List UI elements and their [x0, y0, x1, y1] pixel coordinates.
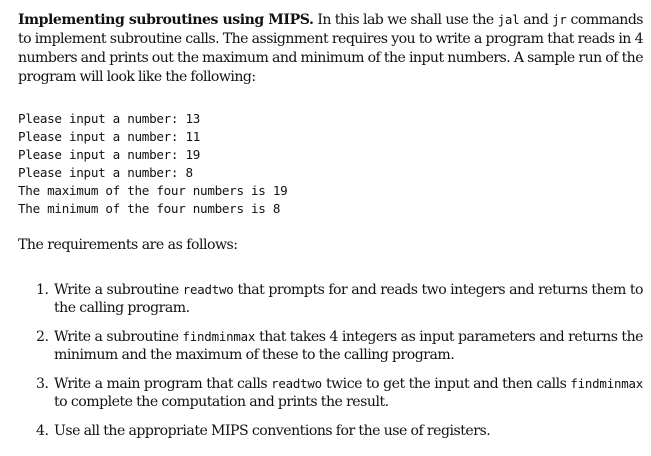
code-readtwo: readtwo — [182, 282, 234, 297]
item-text: Write a main program that calls — [54, 376, 272, 392]
requirements-intro: The requirements are as follows: — [18, 237, 238, 253]
section-title: Implementing subroutines using MIPS. — [18, 12, 314, 28]
sample-line: The minimum of the four numbers is 8 — [18, 201, 281, 216]
sample-line: Please input a number: 8 — [18, 165, 193, 180]
requirement-item — [18, 422, 643, 440]
intro-paragraph — [18, 10, 643, 87]
item-number: 4. — [36, 423, 49, 439]
sample-line: Please input a number: 13 — [18, 111, 201, 126]
item-number: 3. — [36, 376, 49, 392]
code-jr: jr — [552, 12, 567, 27]
item-text: to complete the computation and prints the result. — [54, 394, 389, 410]
code-findminmax: findminmax — [182, 329, 256, 344]
intro-text-1: In this lab we shall use the — [313, 12, 498, 28]
code-findminmax: findminmax — [570, 376, 643, 391]
code-jal: jal — [497, 12, 520, 27]
code-readtwo: readtwo — [271, 376, 322, 391]
requirement-item — [18, 375, 643, 411]
intro-text-3: commands to implement subroutine calls. The assignment requires you to write a program that reads in 4 numbers and prints out the maximum and minimum of the input numbers. A sample run of the program will look like the following: — [18, 12, 643, 85]
item-text: that takes 4 integers as input parameters and returns the minimum and the maximum of these to the calling program. — [54, 329, 644, 363]
item-number: 1. — [36, 282, 49, 298]
item-text: Write a subroutine — [54, 329, 183, 345]
item-text: Write a subroutine — [54, 282, 183, 298]
requirements-list — [18, 281, 643, 440]
requirement-item — [18, 281, 643, 317]
sample-line: Please input a number: 11 — [18, 129, 201, 144]
item-text: Use all the appropriate MIPS conventions for the use of registers. — [54, 423, 491, 439]
document-page — [18, 10, 643, 451]
intro-text-2: and — [519, 12, 553, 28]
requirement-item — [18, 328, 643, 364]
item-number: 2. — [36, 329, 49, 345]
item-text: that prompts for and reads two integers and returns them to the calling program. — [54, 282, 644, 316]
sample-line: The maximum of the four numbers is 19 — [18, 183, 288, 198]
sample-line: Please input a number: 19 — [18, 147, 201, 162]
sample-run-block — [18, 110, 643, 218]
item-text: twice to get the input and then calls — [321, 376, 571, 392]
